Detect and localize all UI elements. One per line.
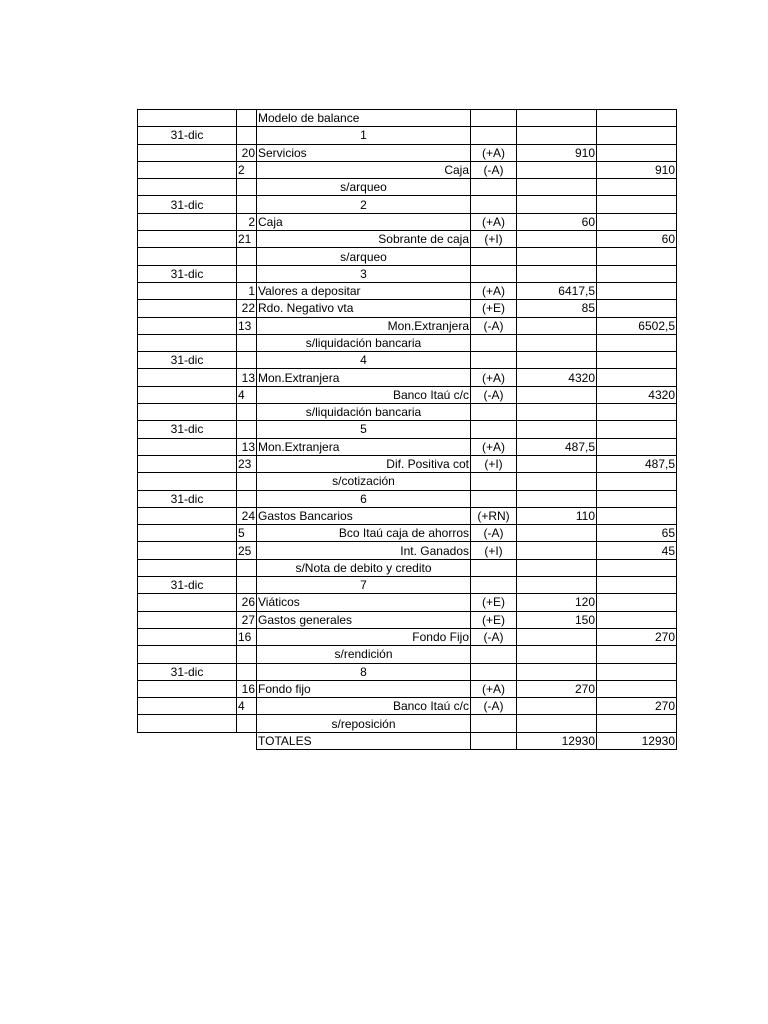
entry-type[interactable]: (+E) [471,300,517,317]
haber-cell[interactable] [597,577,677,594]
code-cell[interactable] [237,110,257,127]
table-row [138,455,677,472]
account-code[interactable]: 13 [237,438,257,455]
haber-amount[interactable]: 910 [597,161,677,178]
asiento-number[interactable]: 8 [257,663,471,680]
code-cell[interactable] [237,404,257,421]
account-code[interactable]: 4 [237,386,257,403]
table-row [138,231,677,248]
haber-amount[interactable]: 45 [597,542,677,559]
account-name[interactable]: Valores a depositar [257,282,471,299]
date-cell[interactable] [138,231,237,248]
haber-cell[interactable] [597,334,677,351]
haber-amount[interactable] [597,144,677,161]
account-code[interactable]: 21 [237,231,257,248]
asiento-number[interactable]: 1 [257,127,471,144]
account-name[interactable]: Sobrante de caja [257,231,471,248]
code-cell[interactable] [237,179,257,196]
type-cell[interactable] [471,490,517,507]
haber-amount[interactable] [597,680,677,697]
table-row [138,317,677,334]
account-code[interactable]: 5 [237,525,257,542]
totals-haber[interactable]: 12930 [597,732,677,749]
debe-amount[interactable]: 270 [517,680,597,697]
haber-cell[interactable] [597,490,677,507]
table-row [138,282,677,299]
haber-amount[interactable]: 4320 [597,386,677,403]
haber-amount[interactable] [597,369,677,386]
asiento-number[interactable]: 6 [257,490,471,507]
haber-cell[interactable] [597,421,677,438]
asiento-number[interactable]: 4 [257,352,471,369]
date-cell[interactable] [138,611,237,628]
asiento-number[interactable]: 5 [257,421,471,438]
account-code[interactable]: 16 [237,628,257,645]
account-name[interactable]: Gastos generales [257,611,471,628]
account-name[interactable]: Gastos Bancarios [257,507,471,524]
haber-cell[interactable] [597,196,677,213]
debe-cell[interactable] [517,179,597,196]
date-cell[interactable] [138,110,237,127]
asiento-date[interactable]: 31-dic [138,577,237,594]
code-cell[interactable] [237,248,257,265]
date-cell[interactable] [138,161,237,178]
type-cell[interactable] [471,421,517,438]
haber-cell[interactable] [597,404,677,421]
table-row [138,490,677,507]
date-cell[interactable] [138,369,237,386]
table-row [138,559,677,576]
date-cell[interactable] [138,628,237,645]
haber-amount[interactable] [597,300,677,317]
asiento-date[interactable]: 31-dic [138,663,237,680]
table-row [138,144,677,161]
type-cell[interactable] [471,248,517,265]
entry-type[interactable]: (-A) [471,317,517,334]
account-name[interactable]: Caja [257,161,471,178]
debe-amount[interactable] [517,542,597,559]
haber-amount[interactable]: 270 [597,628,677,645]
entry-type[interactable]: (+A) [471,282,517,299]
date-cell[interactable] [138,334,237,351]
account-code[interactable]: 24 [237,507,257,524]
account-name[interactable]: Banco Itaú c/c [257,386,471,403]
table-row [138,300,677,317]
code-cell[interactable] [237,127,257,144]
debe-amount[interactable] [517,386,597,403]
asiento-date[interactable]: 31-dic [138,127,237,144]
table-row [138,334,677,351]
table-row [138,386,677,403]
totals-debe[interactable]: 12930 [517,732,597,749]
balance-table-body [138,110,677,750]
debe-cell[interactable] [517,334,597,351]
type-cell[interactable] [471,663,517,680]
account-code[interactable]: 20 [237,144,257,161]
code-cell[interactable] [237,352,257,369]
haber-amount[interactable] [597,282,677,299]
code-cell[interactable] [237,663,257,680]
table-row [138,732,677,749]
asiento-number[interactable]: 7 [257,577,471,594]
table-row [138,646,677,663]
table-row [138,161,677,178]
haber-amount[interactable]: 487,5 [597,455,677,472]
debe-amount[interactable] [517,698,597,715]
date-cell[interactable] [138,144,237,161]
entry-concept[interactable]: s/rendición [257,646,471,663]
account-name[interactable]: Int. Ganados [257,542,471,559]
haber-cell[interactable] [597,248,677,265]
table-row [138,594,677,611]
date-cell[interactable] [138,559,237,576]
date-cell[interactable] [138,594,237,611]
type-cell[interactable] [471,559,517,576]
entry-type[interactable]: (-A) [471,525,517,542]
type-cell[interactable] [471,179,517,196]
code-cell[interactable] [237,265,257,282]
haber-amount[interactable] [597,594,677,611]
account-name[interactable]: Dif. Positiva cot [257,455,471,472]
type-cell[interactable] [471,732,517,749]
table-row [138,577,677,594]
debe-amount[interactable]: 910 [517,144,597,161]
account-code[interactable]: 26 [237,594,257,611]
haber-amount[interactable]: 6502,5 [597,317,677,334]
haber-cell[interactable] [597,559,677,576]
table-row [138,421,677,438]
haber-cell[interactable] [597,473,677,490]
entry-concept[interactable]: s/reposición [257,715,471,732]
account-name[interactable]: Mon.Extranjera [257,317,471,334]
table-row [138,715,677,732]
table-row [138,663,677,680]
haber-cell[interactable] [597,715,677,732]
entry-concept[interactable]: s/arqueo [257,179,471,196]
account-code[interactable]: 2 [237,161,257,178]
entry-type[interactable]: (+I) [471,542,517,559]
table-row [138,352,677,369]
entry-concept[interactable]: s/Nota de debito y credito [257,559,471,576]
date-cell[interactable] [138,317,237,334]
table-row [138,680,677,697]
date-cell[interactable] [138,248,237,265]
debe-amount[interactable]: 487,5 [517,438,597,455]
entry-type[interactable]: (+A) [471,680,517,697]
code-cell[interactable] [237,646,257,663]
entry-type[interactable]: (-A) [471,386,517,403]
type-cell[interactable] [471,127,517,144]
asiento-number[interactable]: 3 [257,265,471,282]
entry-concept[interactable]: s/liquidación bancaria [257,404,471,421]
debe-cell[interactable] [517,404,597,421]
debe-cell[interactable] [517,352,597,369]
haber-amount[interactable]: 60 [597,231,677,248]
entry-type[interactable]: (+E) [471,611,517,628]
debe-cell[interactable] [517,473,597,490]
haber-cell[interactable] [597,352,677,369]
date-cell[interactable] [138,404,237,421]
debe-cell[interactable] [517,196,597,213]
haber-amount[interactable] [597,611,677,628]
debe-amount[interactable] [517,628,597,645]
empty-cell [138,732,237,749]
type-cell[interactable] [471,715,517,732]
haber-amount[interactable]: 65 [597,525,677,542]
debe-cell[interactable] [517,663,597,680]
debe-amount[interactable]: 4320 [517,369,597,386]
debe-amount[interactable]: 6417,5 [517,282,597,299]
debe-amount[interactable]: 110 [517,507,597,524]
account-code[interactable]: 1 [237,282,257,299]
code-cell[interactable] [237,473,257,490]
asiento-date[interactable]: 31-dic [138,265,237,282]
entry-concept[interactable]: s/cotización [257,473,471,490]
table-row [138,127,677,144]
asiento-date[interactable]: 31-dic [138,196,237,213]
entry-type[interactable]: (-A) [471,161,517,178]
date-cell[interactable] [138,438,237,455]
type-cell[interactable] [471,196,517,213]
sheet-title[interactable]: Modelo de balance [257,110,471,127]
account-name[interactable]: Mon.Extranjera [257,369,471,386]
table-row [138,473,677,490]
account-name[interactable]: Viáticos [257,594,471,611]
haber-cell[interactable] [597,127,677,144]
code-cell[interactable] [237,490,257,507]
type-cell[interactable] [471,110,517,127]
entry-concept[interactable]: s/liquidación bancaria [257,334,471,351]
code-cell[interactable] [237,196,257,213]
type-cell[interactable] [471,577,517,594]
account-name[interactable]: Bco Itaú caja de ahorros [257,525,471,542]
account-name[interactable]: Caja [257,213,471,230]
date-cell[interactable] [138,300,237,317]
debe-cell[interactable] [517,265,597,282]
type-cell[interactable] [471,404,517,421]
entry-type[interactable]: (+A) [471,369,517,386]
debe-cell[interactable] [517,127,597,144]
haber-amount[interactable] [597,438,677,455]
account-code[interactable]: 13 [237,369,257,386]
table-row [138,369,677,386]
debe-amount[interactable]: 120 [517,594,597,611]
debe-cell[interactable] [517,110,597,127]
debe-cell[interactable] [517,490,597,507]
date-cell[interactable] [138,646,237,663]
account-name[interactable]: Fondo Fijo [257,628,471,645]
entry-type[interactable]: (+I) [471,231,517,248]
entry-type[interactable]: (-A) [471,628,517,645]
entry-type[interactable]: (+A) [471,213,517,230]
table-row [138,404,677,421]
account-code[interactable]: 2 [237,213,257,230]
account-code[interactable]: 4 [237,698,257,715]
type-cell[interactable] [471,265,517,282]
entry-type[interactable]: (+I) [471,455,517,472]
debe-amount[interactable]: 150 [517,611,597,628]
type-cell[interactable] [471,646,517,663]
haber-cell[interactable] [597,646,677,663]
code-cell[interactable] [237,715,257,732]
table-row [138,196,677,213]
date-cell[interactable] [138,542,237,559]
debe-amount[interactable]: 60 [517,213,597,230]
date-cell[interactable] [138,179,237,196]
code-cell[interactable] [237,421,257,438]
account-name[interactable]: Banco Itaú c/c [257,698,471,715]
table-row [138,628,677,645]
date-cell[interactable] [138,525,237,542]
table-row [138,525,677,542]
entry-type[interactable]: (+E) [471,594,517,611]
account-code[interactable]: 27 [237,611,257,628]
entry-concept[interactable]: s/arqueo [257,248,471,265]
date-cell[interactable] [138,698,237,715]
account-name[interactable]: Servicios [257,144,471,161]
date-cell[interactable] [138,473,237,490]
debe-amount[interactable]: 85 [517,300,597,317]
debe-cell[interactable] [517,421,597,438]
table-row [138,542,677,559]
date-cell[interactable] [138,715,237,732]
date-cell[interactable] [138,455,237,472]
account-code[interactable]: 22 [237,300,257,317]
account-name[interactable]: Rdo. Negativo vta [257,300,471,317]
table-row [138,248,677,265]
asiento-date[interactable]: 31-dic [138,490,237,507]
haber-cell[interactable] [597,265,677,282]
debe-cell[interactable] [517,646,597,663]
debe-amount[interactable] [517,317,597,334]
debe-amount[interactable] [517,525,597,542]
account-code[interactable]: 16 [237,680,257,697]
entry-type[interactable]: (+RN) [471,507,517,524]
account-name[interactable]: Fondo fijo [257,680,471,697]
account-code[interactable]: 25 [237,542,257,559]
table-row [138,611,677,628]
entry-type[interactable]: (-A) [471,698,517,715]
debe-amount[interactable] [517,231,597,248]
debe-cell[interactable] [517,577,597,594]
entry-type[interactable]: (+A) [471,438,517,455]
code-cell[interactable] [237,559,257,576]
haber-amount[interactable]: 270 [597,698,677,715]
date-cell[interactable] [138,386,237,403]
haber-cell[interactable] [597,663,677,680]
table-row [138,213,677,230]
table-row [138,698,677,715]
account-code[interactable]: 23 [237,455,257,472]
code-cell[interactable] [237,334,257,351]
table-row [138,179,677,196]
entry-type[interactable]: (+A) [471,144,517,161]
debe-cell[interactable] [517,248,597,265]
type-cell[interactable] [471,473,517,490]
debe-amount[interactable] [517,455,597,472]
debe-amount[interactable] [517,161,597,178]
haber-cell[interactable] [597,110,677,127]
type-cell[interactable] [471,334,517,351]
debe-cell[interactable] [517,715,597,732]
table-row [138,507,677,524]
account-code[interactable]: 13 [237,317,257,334]
haber-cell[interactable] [597,179,677,196]
date-cell[interactable] [138,282,237,299]
totals-label[interactable]: TOTALES [257,732,471,749]
empty-cell [237,732,257,749]
date-cell[interactable] [138,507,237,524]
account-name[interactable]: Mon.Extranjera [257,438,471,455]
haber-amount[interactable] [597,213,677,230]
haber-amount[interactable] [597,507,677,524]
asiento-date[interactable]: 31-dic [138,421,237,438]
asiento-number[interactable]: 2 [257,196,471,213]
table-row [138,438,677,455]
table-row [138,265,677,282]
balance-table [137,109,677,750]
date-cell[interactable] [138,213,237,230]
type-cell[interactable] [471,352,517,369]
code-cell[interactable] [237,577,257,594]
date-cell[interactable] [138,680,237,697]
debe-cell[interactable] [517,559,597,576]
asiento-date[interactable]: 31-dic [138,352,237,369]
table-row [138,110,677,127]
